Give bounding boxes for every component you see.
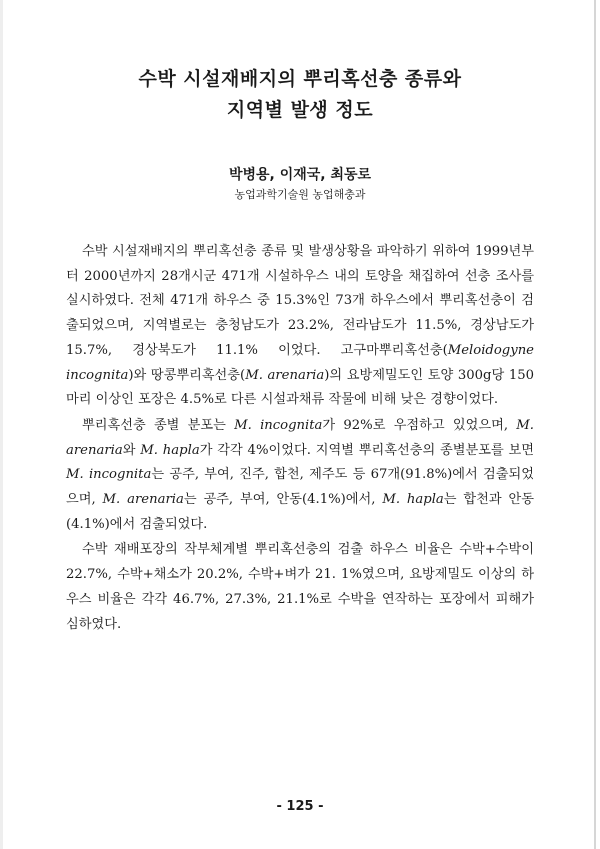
text-run: 가 92%로 우점하고 있었으며, (322, 417, 517, 433)
page-number: - 125 - (276, 799, 324, 814)
text-run: )의 요방제밀도인 토양 300g당 150마리 이상인 포장은 4.5%로 다른 시설과채류 작물에 비해 낮은 경향이었다. (66, 367, 534, 408)
text-run: 가 각각 4%이었다. 지역별 뿌리혹선충의 종별분포를 보면 (199, 442, 534, 458)
text-run: 수박 재배포장의 작부체계별 뿌리혹선충의 검출 하우스 비율은 수박+수박이 22.7%, 수박+채소가 20.2%, 수박+벼가 21. 1%였으며, 요방제밀도 이상의 하우스 비율은 각각 46.7%, 27.3%, 21.1%로 수박을 연작하는 포장에서 피해가 심하였다. (66, 542, 534, 632)
species-name: M. arenaria (245, 367, 325, 383)
species-name: M. hapla (382, 492, 444, 508)
abstract-paragraph-2 (66, 414, 534, 538)
text-run: 수박 시설재배지의 뿌리혹선충 종류 및 발생상황을 파악하기 위하여 1999년부터 2000년까지 28개시군 471개 시설하우스 내의 토양을 채집하여 선충 조사를 실시하였다. 전체 471개 하우스 중 15.3%인 73개 하우스에서 뿌리혹선충이 검출되었으며, 지역별로는 충청남도가 23.2%, 전라남도가 11.5%, 경상남도가 15.7%, 경상북도가 11.1% 이었다. 고구마뿌리혹선충( (66, 244, 534, 358)
page-edge-left (0, 0, 3, 849)
text-run: )와 땅콩뿌리혹선충( (128, 367, 246, 383)
abstract-paragraph-3 (66, 538, 534, 637)
paper-title (0, 64, 600, 126)
title-line-1: 수박 시설재배지의 뿌리혹선충 종류와 (138, 68, 462, 90)
abstract-paragraph-1 (66, 240, 534, 413)
author-list: 박병용, 이재국, 최동로 (228, 167, 372, 183)
species-name: M. arenaria (102, 492, 184, 508)
text-run: 뿌리혹선충 종별 분포는 (82, 417, 235, 433)
affiliation: 농업과학기술원 농업해충과 (234, 188, 366, 201)
title-line-2: 지역별 발생 정도 (226, 99, 374, 121)
species-name: Meloidogyne incognita (66, 342, 534, 383)
species-name: M. hapla (140, 442, 200, 458)
species-name: M. incognita (234, 417, 323, 433)
text-run: 는 공주, 부여, 진주, 합천, 제주도 등 67개(91.8%)에서 검출되었으며, (66, 467, 534, 508)
species-name: M. arenaria (66, 417, 534, 458)
text-run: 와 (122, 442, 141, 458)
text-run: 는 공주, 부여, 안동(4.1%)에서, (183, 492, 383, 508)
abstract-body (66, 240, 534, 637)
page-edge-right (594, 0, 596, 849)
text-run: 는 합천과 안동(4.1%)에서 검출되었다. (66, 492, 534, 532)
species-name: M. incognita (66, 467, 152, 483)
